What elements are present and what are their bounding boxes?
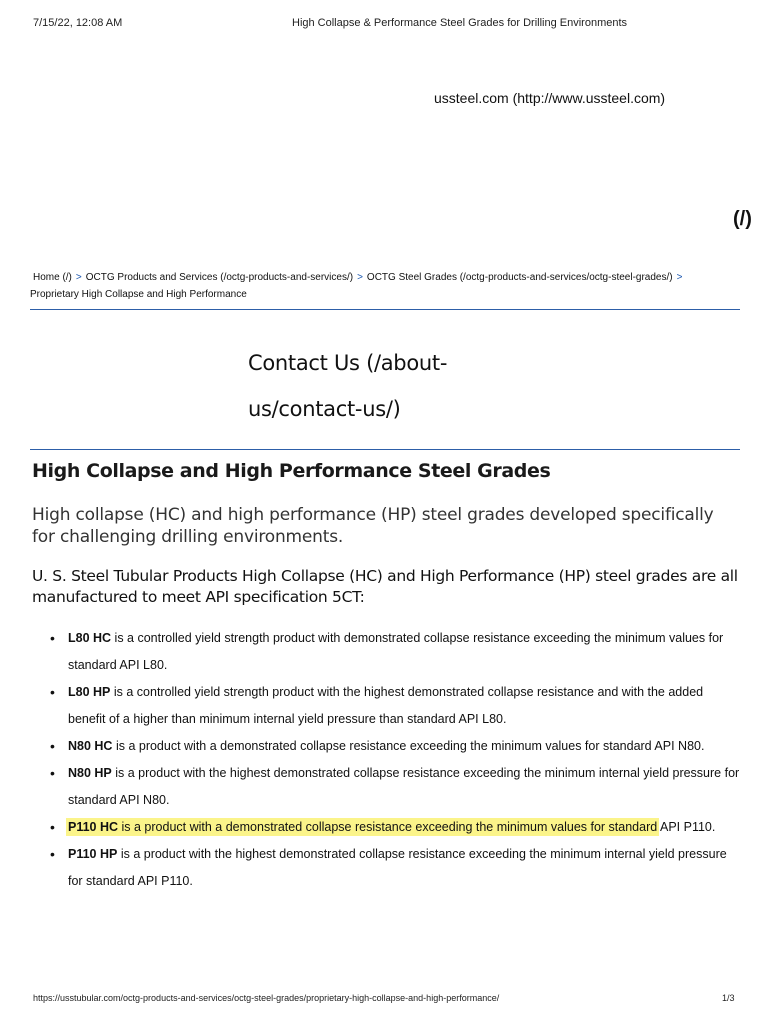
list-item — [50, 760, 740, 814]
bullet-icon: • — [50, 684, 55, 700]
breadcrumb-separator: > — [676, 272, 683, 283]
grade-code: P110 HC — [68, 820, 119, 834]
bullet-icon: • — [50, 738, 55, 754]
contact-us-link[interactable]: Contact Us (/about-us/contact-us/) — [248, 351, 448, 421]
grade-description-tail: API P110. — [657, 820, 716, 834]
grade-description: is a product with a demonstrated collapse resistance exceeding the minimum values for standard — [118, 820, 658, 834]
grade-code: L80 HP — [68, 685, 111, 699]
breadcrumb-current: Proprietary High Collapse and High Performance — [30, 289, 247, 300]
home-root-link[interactable]: (/) — [733, 208, 752, 230]
list-item-highlighted — [50, 814, 740, 841]
list-item — [50, 841, 740, 895]
print-page-title: High Collapse & Performance Steel Grades for Drilling Environments — [292, 17, 628, 29]
bullet-icon: • — [50, 630, 55, 646]
grade-description: is a controlled yield strength product with demonstrated collapse resistance exceeding the minimum values for standard API L80. — [68, 631, 724, 672]
intro-paragraph: U. S. Steel Tubular Products High Collapse (HC) and High Performance (HP) steel grades are all manufactured to meet API specification 5CT: — [32, 567, 738, 606]
page-title: High Collapse and High Performance Steel Grades — [32, 460, 551, 482]
breadcrumb-home[interactable]: Home (/) — [33, 272, 72, 283]
ussteel-link[interactable]: ussteel.com (http://www.ussteel.com) — [434, 90, 666, 106]
bullet-icon: • — [50, 765, 55, 781]
print-url: https://usstubular.com/octg-products-and-services/octg-steel-grades/proprietary-high-collapse-and-high-performance/ — [33, 993, 500, 1003]
grade-list — [50, 625, 740, 895]
grade-code: N80 HP — [68, 766, 112, 780]
breadcrumb — [30, 269, 733, 303]
breadcrumb-octg-steel-grades[interactable]: OCTG Steel Grades (/octg-products-and-services/octg-steel-grades/) — [366, 272, 673, 283]
lead-paragraph: High collapse (HC) and high performance (HP) steel grades developed specifically for challenging drilling environments. — [32, 505, 714, 547]
grade-description: is a product with the highest demonstrated collapse resistance exceeding the minimum internal yield pressure for standard API N80. — [68, 766, 740, 807]
grade-code: N80 HC — [68, 739, 113, 753]
breadcrumb-separator: > — [357, 272, 363, 283]
grade-code: L80 HC — [68, 631, 112, 645]
list-item — [50, 679, 740, 733]
grade-description: is a product with a demonstrated collapse resistance exceeding the minimum values for standard API N80. — [112, 739, 705, 753]
page-number: 1/3 — [722, 993, 735, 1003]
grade-code: P110 HP — [68, 847, 118, 861]
divider-bottom — [30, 449, 740, 450]
grade-description: is a controlled yield strength product with the highest demonstrated collapse resistance and with the added benefit of a higher than minimum internal yield pressure than standard API L80. — [68, 685, 704, 726]
list-item — [50, 733, 740, 760]
divider-top — [30, 309, 740, 310]
breadcrumb-octg-products[interactable]: OCTG Products and Services (/octg-products-and-services/) — [85, 272, 354, 283]
bullet-icon: • — [50, 846, 55, 862]
grade-description: is a product with the highest demonstrated collapse resistance exceeding the minimum internal yield pressure for standard API P110. — [68, 847, 727, 888]
bullet-icon: • — [50, 819, 55, 835]
breadcrumb-separator: > — [75, 272, 82, 283]
highlighted-text — [68, 820, 657, 834]
list-item — [50, 625, 740, 679]
print-datetime: 7/15/22, 12:08 AM — [33, 17, 123, 29]
